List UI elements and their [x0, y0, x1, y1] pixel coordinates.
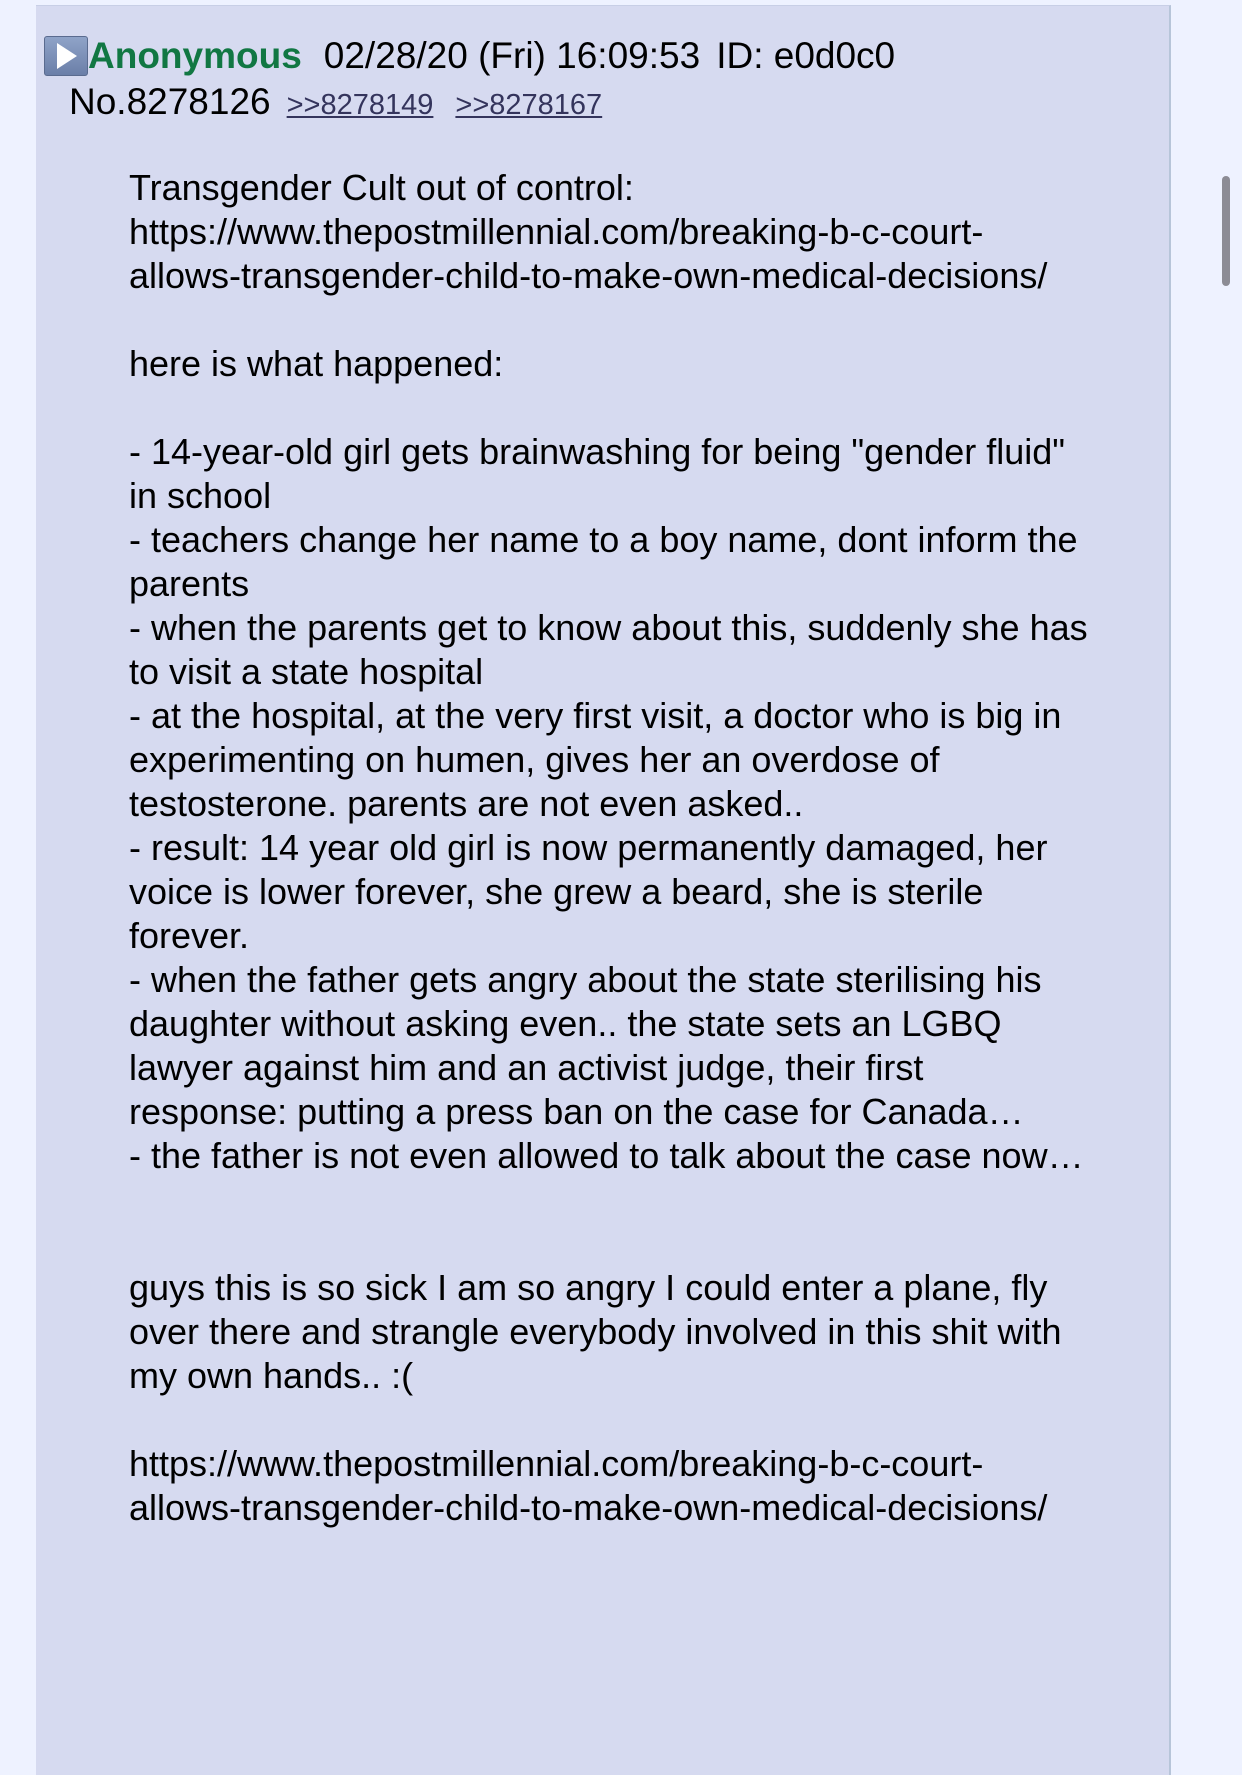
post-number-line	[69, 80, 624, 127]
post-body: Transgender Cult out of control: https://www.thepostmillennial.com/breaking-b-c-court-allows-transgender-child-to-make-own-medical-decisions/ here is what happened: - 14-year-old girl gets brainwashing for being "gender fluid" in school - teachers change her name to a boy name, dont inform the parents - when the parents get to know about this, suddenly she has to visit a state hospital - at the hospital, at the very first visit, a doctor who is big in experimenting on humen, gives her an overdose of testosterone. parents are not even asked.. - result: 14 year old girl is now permanently damaged, her voice is lower forever, she grew a beard, she is sterile forever. - when the father gets angry about the state sterilising his daughter without asking even.. the state sets an LGBQ lawyer against him and an activist judge, their first response: putting a press ban on the case for Canada… - the father is not even allowed to talk about the case now… guys this is so sick I am so angry I could enter a plane, fly over there and strangle everybody involved in this shit with my own hands.. :( https://www.thepostmillennial.com/breaking-b-c-court-allows-transgender-child-to-make-own-medical-decisions/	[129, 167, 1088, 1528]
backlink-2[interactable]: >>8278167	[455, 89, 603, 121]
scrollbar-thumb[interactable]	[1222, 176, 1230, 286]
reply-post	[36, 5, 1171, 1775]
backlink-1[interactable]: >>8278149	[286, 89, 434, 121]
poster-id[interactable]: ID: e0d0c0	[716, 35, 896, 76]
poster-name: Anonymous	[88, 35, 302, 76]
post-number[interactable]: No.8278126	[69, 81, 271, 122]
post-datetime: 02/28/20 (Fri) 16:09:53	[323, 35, 701, 76]
expand-play-icon[interactable]	[44, 36, 88, 76]
post-header	[44, 34, 895, 78]
